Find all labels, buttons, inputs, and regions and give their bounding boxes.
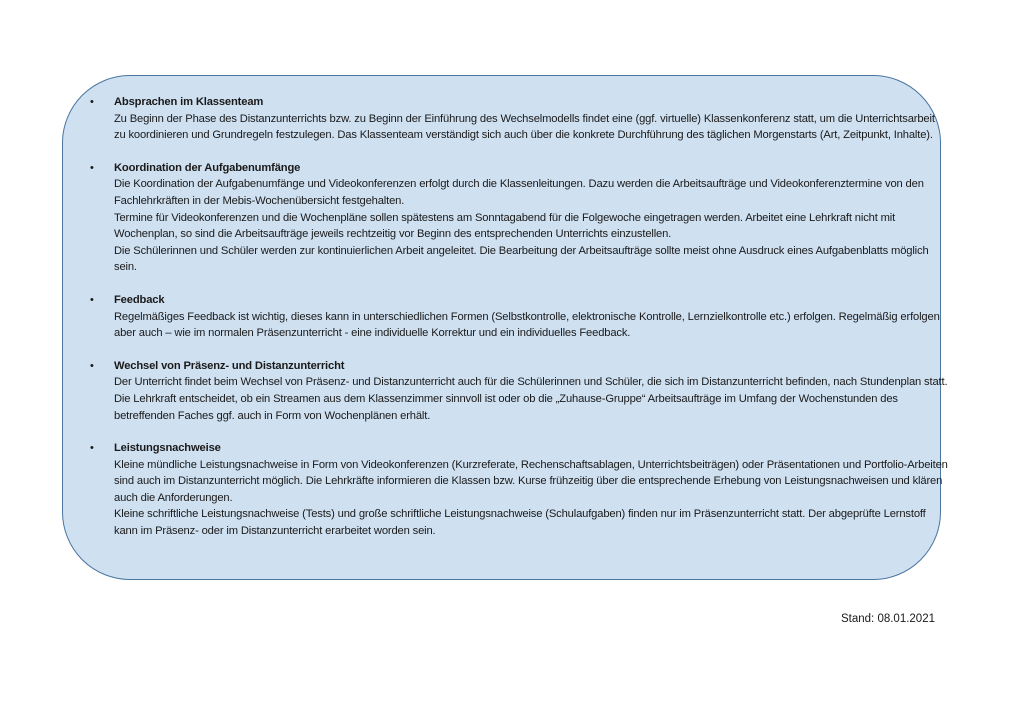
section-paragraph: Regelmäßiges Feedback ist wichtig, dieses kann in unterschiedlichen Formen (Selbstkontrolle, elektronische Kontrolle, Lernzielkontrolle etc.) erfolgen. Regelmäßig erfolgen aber auch – wie im normalen Präsenzunterricht - eine individuelle Korrektur und ein individuelles Feedback. [114,310,940,340]
bullet-icon: • [90,293,94,306]
section-koordination [88,160,948,276]
bullet-icon: • [90,96,94,108]
section-absprachen [88,94,948,144]
section-paragraph: Zu Beginn der Phase des Distanzunterrichts bzw. zu Beginn der Einführung des Wechselmodells findet eine (ggf. virtuelle) Klassenkonferenz statt, um die Unterrichtsarbeit zu koordinieren und Grundregeln festzulegen. Das Klassenteam verständigt sich auch über die konkrete Durchführung des täglichen Morgenstarts (Art, Zeitpunkt, Inhalte). [114,112,935,142]
section-paragraph: Die Koordination der Aufgabenumfänge und Videokonferenzen erfolgt durch die Klassenleitungen. Dazu werden die Arbeitsaufträge und Videokonferenztermine von den Fachlehrkräften in der Mebis-Wochenübersicht festgehalten. [114,178,924,207]
section-heading: Feedback [114,293,165,306]
section-list [88,94,948,540]
section-wechsel [88,358,948,424]
bullet-icon: • [90,359,94,372]
section-heading: Absprachen im Klassenteam [114,96,264,108]
section-leistungsnachweise [88,440,948,540]
bullet-icon: • [90,442,94,455]
section-paragraph: Kleine schriftliche Leistungsnachweise (Tests) und große schriftliche Leistungsnachweise (Schulaufgaben) finden nur im Präsenzunterricht statt. Der abgeprüfte Lernstoff kann im Präsenz- oder im Distanzunterricht erarbeitet worden sein. [114,508,926,538]
section-paragraph: Termine für Videokonferenzen und die Wochenpläne sollen spätestens am Sonntagabend für die Folgewoche eingetragen werden. Arbeitet eine Lehrkraft nicht mit Wochenplan, so sind die Arbeitsaufträge jeweils rechtzeitig vor Beginn des entsprechenden Unterrichts einzustellen. [114,211,896,241]
bullet-icon: • [90,161,94,174]
section-feedback [88,292,948,342]
stand-date: Stand: 08.01.2021 [841,613,935,625]
section-paragraph: Kleine mündliche Leistungsnachweise in Form von Videokonferenzen (Kurzreferate, Rechenschaftsablagen, Unterrichtsbeiträgen) oder Präsentationen und Portfolio-Arbeiten sind auch im Distanzunterricht möglich. Die Lehrkräfte informieren die Klassen bzw. Kurse frühzeitig über die entsprechende Erhebung von Leistungsnachweisen und klären auch die Anforderungen. [114,458,948,504]
section-heading: Koordination der Aufgabenumfänge [114,161,301,174]
section-paragraph: Die Schülerinnen und Schüler werden zur kontinuierlichen Arbeit angeleitet. Die Bearbeitung der Arbeitsaufträge sollte meist ohne Ausdruck eines Aufgabenblatts möglich sein. [114,244,929,274]
section-heading: Wechsel von Präsenz- und Distanzunterricht [114,359,345,372]
section-paragraph: Der Unterricht findet beim Wechsel von Präsenz- und Distanzunterricht auch für die Schülerinnen und Schüler, die sich im Distanzunterricht befinden, nach Stundenplan statt. Die Lehrkraft entscheidet, ob ein Streamen aus dem Klassenzimmer sinnvoll ist oder ob die „Zuhause-Gruppe“ Arbeitsaufträge im Umfang der Wochenstunden des betreffenden Faches ggf. auch in Form von Wochenplänen erhält. [114,376,948,422]
section-heading: Leistungsnachweise [114,442,221,455]
